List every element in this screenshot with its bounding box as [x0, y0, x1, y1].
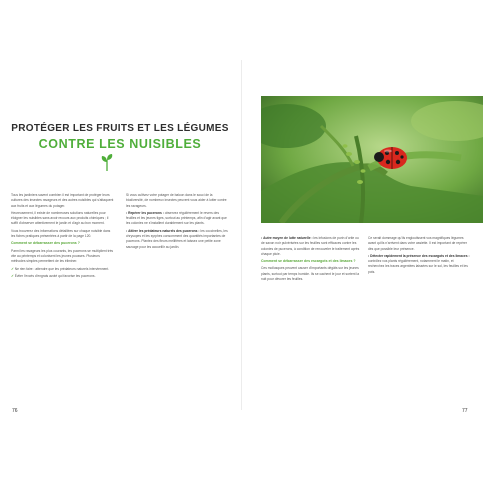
check-circle-icon: ✓ [11, 266, 15, 271]
check-circle-icon: ✓ [11, 273, 15, 278]
chapter-title-line2: CONTRE LES NUISIBLES [38, 137, 202, 151]
section-heading: Comment se débarrasser des escargots et des limaces ? [261, 259, 356, 264]
sprout-icon [101, 153, 113, 171]
page-number-right: 77 [462, 408, 468, 414]
text-column-2 [126, 193, 230, 252]
bullet-item: • Autre moyen de lutte naturelle : les infusions de purin d'ortie ou de savon noir pulvérisées sur les feuilles sont efficaces contre les colonies de pucerons, à condition de renouveler le traitement après chaque pluie. [261, 236, 360, 256]
paragraph: Heureusement, il existe de nombreuses solutions naturelles pour éloigner les nuisibles sans avoir recours aux produits chimiques ; il suffit d'observer attentivement le jardin et d'agir au bon moment. [11, 210, 109, 226]
paragraph: Vous trouverez des informations détaillées sur chaque nuisible dans les fiches pratiques présentées à partir de la page 120. [11, 228, 111, 239]
tick-item: ✓ Éviter l'excès d'engrais azoté qui favorise les pucerons. [11, 273, 96, 278]
paragraph: Parmi les ravageurs les plus courants, les pucerons se multiplient très vite au printemps et colonisent les jeunes pousses. Plusieurs méthodes simples permettent de les éliminer. [11, 248, 114, 264]
page-gutter [241, 60, 242, 410]
paragraph: Tous les jardiniers savent combien il est important de protéger leurs cultures des insectes ravageurs et des autres nuisibles qui s'attaquent aux fruits et aux légumes du potager. [11, 193, 114, 208]
paragraph: Ces mollusques peuvent causer d'importants dégâts sur les jeunes plants, surtout par temps humide. Ils se cachent le jour et sortent la nuit pour dévorer les feuilles. [261, 266, 360, 282]
chapter-title-line1: PROTÉGER LES FRUITS ET LES LÉGUMES [11, 123, 229, 134]
bullet-item: • Repérer les pucerons : observez régulièrement le revers des feuilles et les jeunes tiges, surtout au printemps, afin d'agir avant que les colonies ne s'installent durablement sur les plants. [126, 210, 227, 226]
bullet-item: • Détecter rapidement la présence des escargots et des limaces : contrôlez vos plants régulièrement, notamment le matin, et recherchez les traces argentées laissées sur le sol, les feuilles et les pots. [368, 253, 470, 274]
ladybug-photo [261, 96, 483, 223]
tick-item: ✓ Ne rien faire : attendre que les prédateurs naturels interviennent. [11, 266, 110, 271]
text-column-4 [368, 236, 470, 277]
bullet-item: • Attirer les prédateurs naturels des pucerons : les coccinelles, les chrysopes et les syrphes consomment des quantités importantes de pucerons. Plantez des fleurs mellifères et laissez une petite zone sauvage pour les accueillir au jardin. [126, 228, 228, 249]
section-heading: Comment se débarrasser des pucerons ? [11, 241, 80, 246]
text-column-1 [11, 193, 115, 281]
text-column-3 [261, 236, 361, 284]
page-number-left: 76 [12, 408, 18, 414]
paragraph: Si vous cultivez votre potager de balcon dans le souci de la biodiversité, de nombreux insectes peuvent vous aider à lutter contre les ravageurs. [126, 193, 227, 208]
paragraph: Ce serait dommage qu'ils engloutissent vos magnifiques légumes avant qu'ils n'arrivent dans votre assiette. Il est important de repérer dès que possible leur présence. [368, 236, 467, 251]
